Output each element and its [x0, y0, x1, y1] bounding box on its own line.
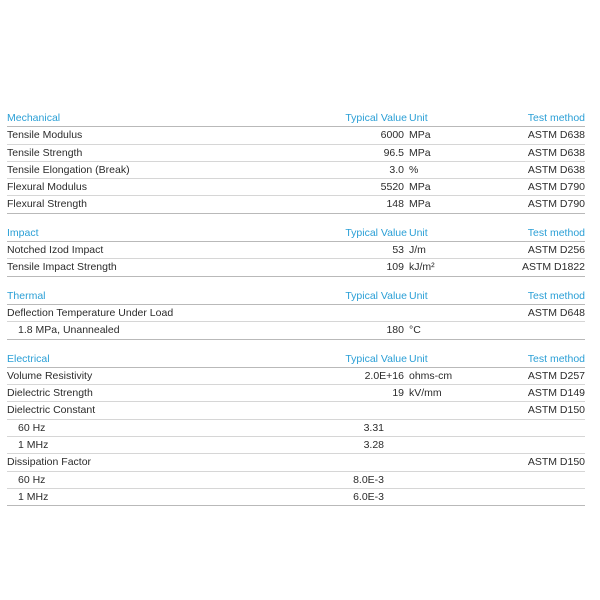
- property-unit: J/m: [409, 244, 426, 257]
- test-method: ASTM D638: [527, 129, 585, 142]
- section-spacer: [7, 214, 585, 225]
- property-value: 8.0E-3: [353, 473, 384, 486]
- property-unit: MPa: [409, 146, 431, 159]
- property-value: 180: [386, 324, 404, 337]
- test-method: ASTM D150: [527, 404, 585, 417]
- property-name: 60 Hz: [18, 473, 46, 486]
- table-row: [7, 385, 585, 402]
- table-row: [7, 489, 585, 506]
- table-row: [7, 196, 585, 213]
- property-name: Dielectric Strength: [7, 387, 93, 400]
- section-title: Thermal: [7, 289, 46, 302]
- table-row: [7, 437, 585, 454]
- property-value: 3.31: [363, 421, 384, 434]
- property-name: 60 Hz: [18, 421, 46, 434]
- property-name: Tensile Strength: [7, 146, 83, 159]
- property-name: Tensile Modulus: [7, 129, 83, 142]
- property-unit: MPa: [409, 129, 431, 142]
- test-method: ASTM D790: [527, 198, 585, 211]
- property-unit: MPa: [409, 181, 431, 194]
- column-test-method: Test method: [527, 112, 585, 124]
- column-test-method: Test method: [527, 352, 585, 365]
- property-name: 1 MHz: [18, 439, 49, 452]
- section-thermal: [7, 288, 585, 340]
- property-value: 96.5: [383, 146, 404, 159]
- test-method: ASTM D790: [527, 181, 585, 194]
- property-name: Volume Resistivity: [7, 369, 93, 382]
- section-title: Electrical: [7, 352, 50, 365]
- column-typical-value: Typical Value: [345, 112, 407, 124]
- column-unit: Unit: [409, 289, 428, 302]
- property-name: Tensile Elongation (Break): [7, 163, 130, 176]
- column-unit: Unit: [409, 226, 428, 239]
- column-typical-value: Typical Value: [345, 226, 407, 239]
- test-method: ASTM D638: [527, 163, 585, 176]
- property-name: Dissipation Factor: [7, 456, 92, 469]
- section-title: Impact: [7, 226, 39, 239]
- section-header: [7, 225, 585, 242]
- table-row: [7, 368, 585, 385]
- property-value: 19: [392, 387, 404, 400]
- test-method: ASTM D149: [527, 387, 585, 400]
- property-unit: ohms-cm: [409, 369, 453, 382]
- table-row: [7, 305, 585, 322]
- table-row: [7, 162, 585, 179]
- section-spacer: [7, 277, 585, 288]
- properties-table: [7, 110, 585, 506]
- property-name: 1 MHz: [18, 490, 49, 503]
- section-mechanical: [7, 110, 585, 214]
- property-unit: kV/mm: [409, 387, 442, 400]
- section-impact: [7, 225, 585, 277]
- table-row: [7, 179, 585, 196]
- property-unit: %: [409, 163, 419, 176]
- column-typical-value: Typical Value: [345, 289, 407, 302]
- table-row: [7, 402, 585, 419]
- property-value: 109: [386, 261, 404, 274]
- test-method: ASTM D638: [527, 146, 585, 159]
- section-header: [7, 110, 585, 127]
- property-value: 6.0E-3: [353, 490, 384, 503]
- table-row: [7, 259, 585, 276]
- table-row: [7, 420, 585, 437]
- table-row: [7, 242, 585, 259]
- table-row: [7, 454, 585, 471]
- table-row: [7, 322, 585, 339]
- property-value: 5520: [380, 181, 404, 194]
- property-value: 6000: [380, 129, 404, 142]
- property-name: Deflection Temperature Under Load: [7, 306, 174, 319]
- section-electrical: [7, 351, 585, 507]
- property-value: 148: [386, 198, 404, 211]
- property-name: Flexural Modulus: [7, 181, 87, 194]
- property-name: Flexural Strength: [7, 198, 87, 211]
- column-test-method: Test method: [527, 289, 585, 302]
- property-value: 3.0: [389, 163, 404, 176]
- column-typical-value: Typical Value: [345, 352, 407, 365]
- column-test-method: Test method: [527, 226, 585, 239]
- property-name: Notched Izod Impact: [7, 244, 104, 257]
- table-row: [7, 145, 585, 162]
- test-method: ASTM D648: [527, 306, 585, 319]
- property-name: 1.8 MPa, Unannealed: [18, 324, 120, 337]
- test-method: ASTM D257: [527, 369, 585, 382]
- test-method: ASTM D256: [527, 244, 585, 257]
- column-unit: Unit: [409, 112, 428, 124]
- section-spacer: [7, 340, 585, 351]
- test-method: ASTM D150: [527, 456, 585, 469]
- test-method: ASTM D1822: [521, 261, 585, 274]
- column-unit: Unit: [409, 352, 428, 365]
- property-unit: kJ/m²: [409, 261, 435, 274]
- property-name: Tensile Impact Strength: [7, 261, 117, 274]
- property-name: Dielectric Constant: [7, 404, 96, 417]
- property-value: 3.28: [363, 439, 384, 452]
- table-row: [7, 472, 585, 489]
- section-header: [7, 288, 585, 305]
- section-title: Mechanical: [7, 112, 61, 124]
- property-unit: °C: [409, 324, 421, 337]
- property-unit: MPa: [409, 198, 431, 211]
- table-row: [7, 127, 585, 144]
- property-value: 2.0E+16: [364, 369, 404, 382]
- property-value: 53: [392, 244, 404, 257]
- section-header: [7, 351, 585, 368]
